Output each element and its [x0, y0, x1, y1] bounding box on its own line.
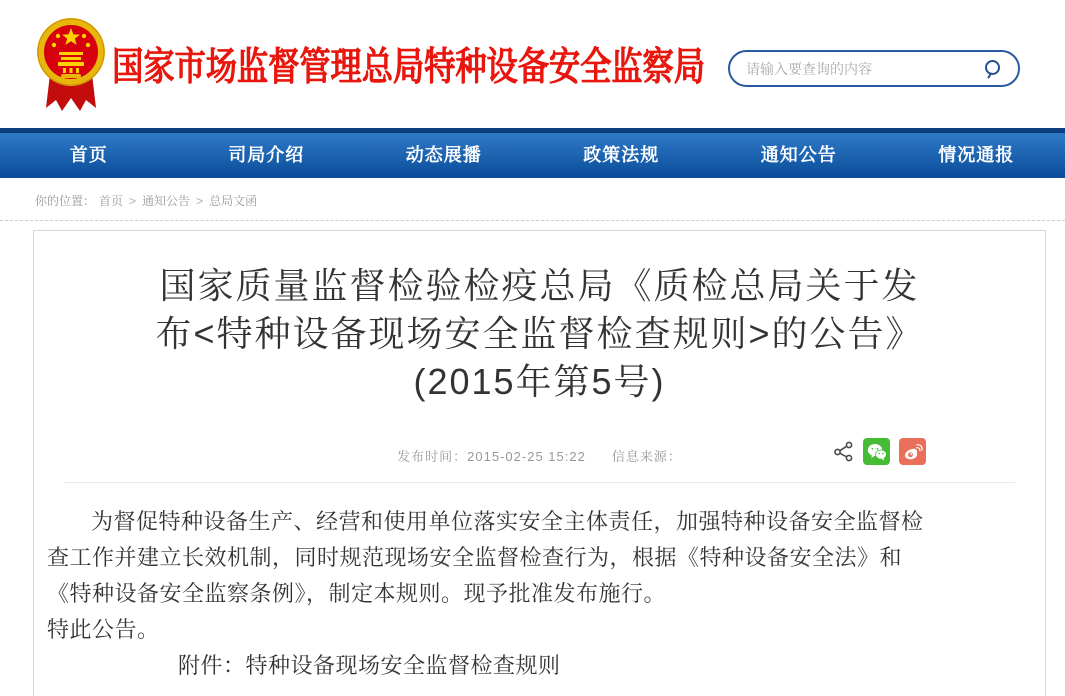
wechat-share-button[interactable] — [863, 438, 890, 465]
article-title-line: 布<特种设备现场安全监督检查规则>的公告》 — [155, 313, 924, 354]
nav-item-1[interactable]: 首页 — [69, 145, 108, 165]
search-button[interactable] — [980, 56, 1006, 82]
search-input[interactable] — [746, 61, 980, 77]
weibo-share-button[interactable] — [899, 438, 926, 465]
article-title-line: 国家质量监督检验检疫总局《质检总局关于发 — [159, 265, 920, 306]
nav-item-6[interactable]: 情况通报 — [938, 145, 1015, 165]
breadcrumb-item[interactable]: 总局文函 — [209, 194, 258, 208]
breadcrumb — [0, 178, 1065, 221]
share-button[interactable] — [833, 441, 854, 462]
site-header — [0, 0, 1065, 128]
site-title: 国家市场监督管理总局特种设备安全监察局 — [112, 46, 705, 89]
article-body-line: 特此公告。 — [47, 617, 160, 642]
share-nodes-icon — [833, 441, 854, 462]
article-box — [33, 230, 1046, 696]
article-title — [34, 262, 1045, 406]
nav-item-5[interactable]: 通知公告 — [760, 145, 837, 165]
article-meta-row — [34, 438, 1045, 468]
weibo-icon — [903, 443, 923, 461]
breadcrumb-item[interactable]: 通知公告 — [142, 194, 191, 208]
nav-items — [0, 133, 1065, 178]
article-body-line: 查工作并建立长效机制，同时规范现场安全监督检查行为，根据《特种设备安全法》和 — [47, 545, 903, 570]
share-bar — [824, 438, 926, 465]
publish-time-label: 发布时间： — [397, 449, 468, 464]
breadcrumb-label: 你的位置： — [35, 194, 96, 208]
nav-item-2[interactable]: 司局介绍 — [228, 145, 305, 165]
breadcrumb-separator: > — [196, 194, 204, 208]
publish-time-value: 2015-02-25 15:22 — [467, 449, 586, 464]
breadcrumb-separator: > — [129, 194, 137, 208]
article-body-line: 为督促特种设备生产、经营和使用单位落实安全主体责任，加强特种设备安全监督检 — [91, 509, 924, 534]
site-search — [728, 50, 1020, 87]
article-body-line: 《特种设备安全监察条例》，制定本规则。现予批准发布施行。 — [47, 581, 667, 606]
meta-divider — [64, 482, 1015, 483]
national-emblem-icon — [34, 12, 108, 114]
nav-item-3[interactable]: 动态展播 — [405, 145, 482, 165]
national-emblem-logo[interactable] — [34, 12, 108, 114]
nav-item-4[interactable]: 政策法规 — [583, 145, 660, 165]
wechat-icon — [867, 443, 887, 461]
search-icon — [982, 58, 1004, 80]
source-label: 信息来源： — [611, 449, 682, 464]
article-title-line: (2015年第5号) — [413, 361, 666, 402]
article-body — [47, 504, 1031, 684]
breadcrumb-item[interactable]: 首页 — [99, 194, 124, 208]
main-nav — [0, 128, 1065, 178]
article-body-line: 附件：特种设备现场安全监督检查规则 — [178, 653, 561, 678]
